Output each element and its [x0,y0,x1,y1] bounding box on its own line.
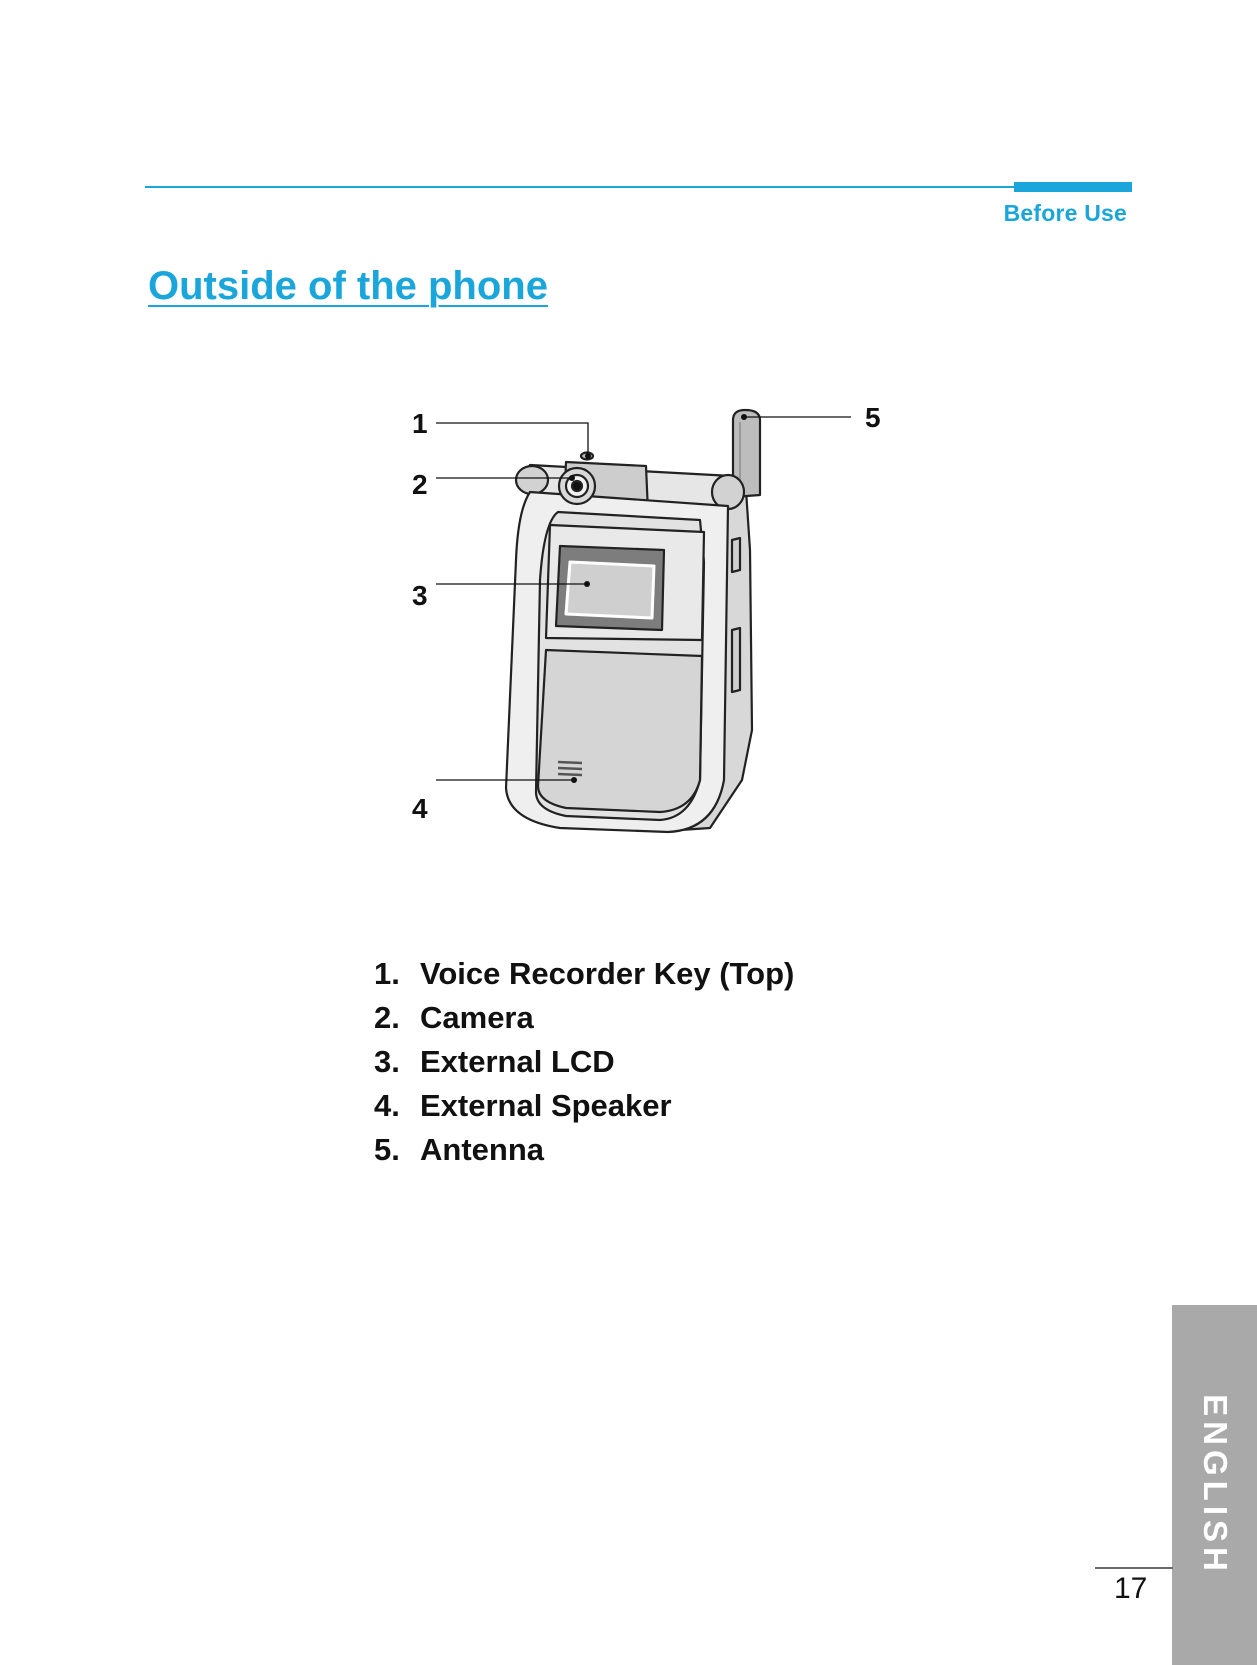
callout-5: 5 [865,402,881,433]
language-tab [1172,1305,1257,1665]
section-label: Before Use [1003,200,1127,226]
callout-3: 3 [412,580,428,611]
list-item [374,996,794,1040]
callout-4: 4 [412,793,428,824]
list-item-label: Camera [420,1000,534,1035]
phone-diagram [410,400,930,880]
list-item-label: Voice Recorder Key (Top) [420,956,795,991]
phone-illustration [506,410,760,832]
page-title: Outside of the phone [148,264,548,308]
list-item-number: 5. [374,1132,400,1167]
list-item [374,952,794,996]
list-item-number: 2. [374,1000,400,1035]
list-item [374,1040,794,1084]
list-item-label: External Speaker [420,1088,672,1123]
list-item [374,1084,794,1128]
header-rule-accent [1014,182,1132,192]
list-item [374,1128,794,1172]
page-number: 17 [1114,1572,1148,1605]
list-item-label: External LCD [420,1044,615,1079]
callout-1: 1 [412,408,428,439]
language-tab-label: ENGLISH [1196,1394,1234,1576]
list-item-number: 4. [374,1088,400,1123]
list-item-label: Antenna [420,1132,544,1167]
parts-list [374,952,794,1172]
header-rule [145,186,1132,188]
list-item-number: 3. [374,1044,400,1079]
callout-2: 2 [412,469,428,500]
page-number-rule [1095,1567,1173,1569]
list-item-number: 1. [374,956,400,991]
